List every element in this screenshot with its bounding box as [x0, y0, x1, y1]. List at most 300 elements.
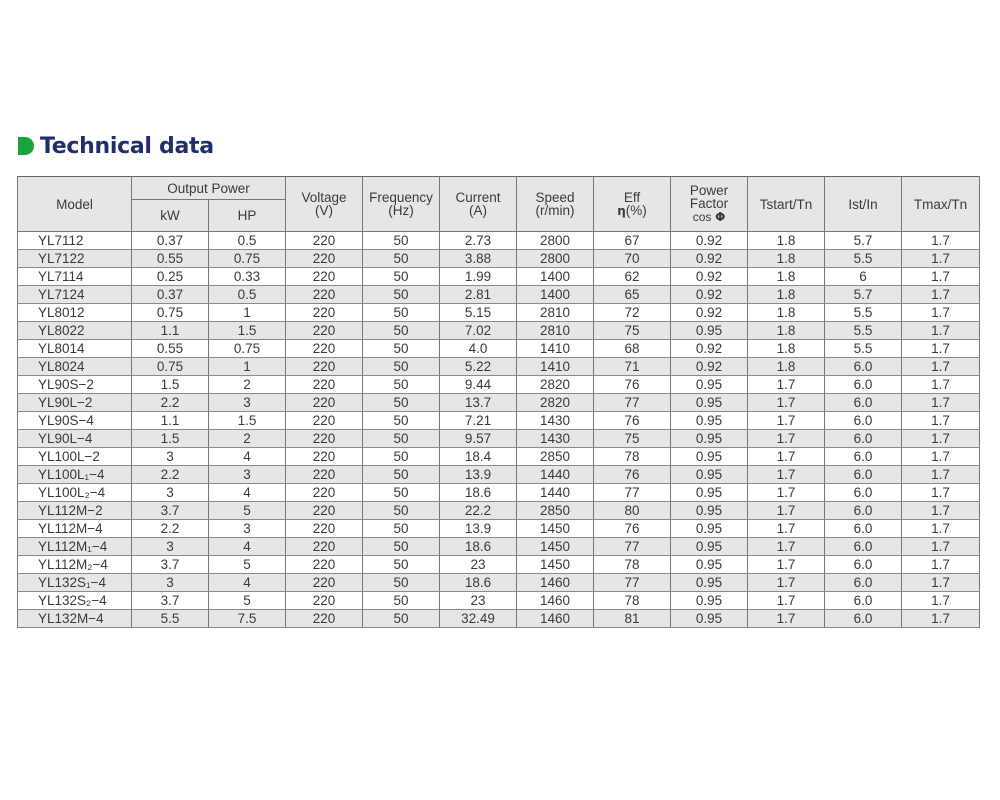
- header-voltage-unit: (V): [315, 203, 334, 218]
- cell-hp: 3: [209, 394, 286, 412]
- cell-ist: 6.0: [825, 574, 902, 592]
- header-eff-label: Eff: [623, 189, 641, 205]
- cell-speed: 1460: [517, 574, 594, 592]
- cell-tmax: 1.7: [902, 430, 980, 448]
- cell-frequency: 50: [363, 232, 440, 250]
- cell-efficiency: 76: [594, 376, 671, 394]
- cell-ist: 5.5: [825, 250, 902, 268]
- cell-model: YL112M₂−4: [18, 556, 132, 574]
- cell-model: YL112M−4: [18, 520, 132, 538]
- cell-power-factor: 0.95: [671, 322, 748, 340]
- cell-tmax: 1.7: [902, 538, 980, 556]
- table-row: [18, 376, 980, 394]
- cell-kw: 0.55: [132, 340, 209, 358]
- cell-model: YL8014: [18, 340, 132, 358]
- cell-tmax: 1.7: [902, 250, 980, 268]
- cell-current: 1.99: [440, 268, 517, 286]
- cell-current: 7.21: [440, 412, 517, 430]
- cell-tmax: 1.7: [902, 322, 980, 340]
- cell-tstart: 1.8: [748, 340, 825, 358]
- cell-hp: 5: [209, 592, 286, 610]
- cell-power-factor: 0.95: [671, 394, 748, 412]
- cell-model: YL100L−2: [18, 448, 132, 466]
- cell-ist: 6.0: [825, 502, 902, 520]
- section-heading: [18, 131, 214, 161]
- cell-kw: 0.75: [132, 358, 209, 376]
- cell-efficiency: 77: [594, 574, 671, 592]
- cell-current: 32.49: [440, 610, 517, 628]
- cell-current: 7.02: [440, 322, 517, 340]
- cell-speed: 1460: [517, 610, 594, 628]
- cell-tstart: 1.7: [748, 538, 825, 556]
- cell-efficiency: 72: [594, 304, 671, 322]
- cell-power-factor: 0.95: [671, 466, 748, 484]
- table-row: [18, 484, 980, 502]
- cell-kw: 1.5: [132, 376, 209, 394]
- table-row: [18, 574, 980, 592]
- cell-ist: 5.5: [825, 322, 902, 340]
- cell-current: 23: [440, 592, 517, 610]
- cell-current: 13.9: [440, 520, 517, 538]
- table-row: [18, 268, 980, 286]
- cell-tstart: 1.7: [748, 466, 825, 484]
- cell-efficiency: 75: [594, 322, 671, 340]
- cell-efficiency: 71: [594, 358, 671, 376]
- cell-frequency: 50: [363, 322, 440, 340]
- cell-model: YL7112: [18, 232, 132, 250]
- cell-hp: 1.5: [209, 412, 286, 430]
- cell-power-factor: 0.92: [671, 358, 748, 376]
- cell-kw: 3.7: [132, 592, 209, 610]
- cell-hp: 1: [209, 304, 286, 322]
- cell-tmax: 1.7: [902, 466, 980, 484]
- table-row: [18, 520, 980, 538]
- cell-hp: 4: [209, 448, 286, 466]
- cell-tstart: 1.7: [748, 376, 825, 394]
- cell-speed: 1450: [517, 556, 594, 574]
- cell-voltage: 220: [286, 592, 363, 610]
- cell-speed: 2850: [517, 448, 594, 466]
- cell-tstart: 1.8: [748, 358, 825, 376]
- cell-hp: 3: [209, 466, 286, 484]
- cell-voltage: 220: [286, 250, 363, 268]
- cell-voltage: 220: [286, 520, 363, 538]
- cell-speed: 1430: [517, 412, 594, 430]
- cell-model: YL8024: [18, 358, 132, 376]
- cell-current: 2.81: [440, 286, 517, 304]
- cell-kw: 1.1: [132, 322, 209, 340]
- cell-hp: 2: [209, 430, 286, 448]
- cell-hp: 4: [209, 484, 286, 502]
- cell-kw: 3: [132, 574, 209, 592]
- cell-speed: 1450: [517, 520, 594, 538]
- cell-model: YL7114: [18, 268, 132, 286]
- cell-kw: 2.2: [132, 466, 209, 484]
- cell-frequency: 50: [363, 340, 440, 358]
- cell-tstart: 1.7: [748, 448, 825, 466]
- cell-model: YL90L−4: [18, 430, 132, 448]
- cell-ist: 6.0: [825, 556, 902, 574]
- cell-ist: 6.0: [825, 412, 902, 430]
- cell-efficiency: 78: [594, 592, 671, 610]
- table-row: [18, 322, 980, 340]
- cell-efficiency: 67: [594, 232, 671, 250]
- cell-hp: 0.33: [209, 268, 286, 286]
- cell-voltage: 220: [286, 376, 363, 394]
- cell-tstart: 1.7: [748, 574, 825, 592]
- table-row: [18, 592, 980, 610]
- cell-power-factor: 0.95: [671, 592, 748, 610]
- cell-voltage: 220: [286, 412, 363, 430]
- cell-power-factor: 0.92: [671, 286, 748, 304]
- cell-model: YL7124: [18, 286, 132, 304]
- cell-voltage: 220: [286, 448, 363, 466]
- cell-power-factor: 0.95: [671, 484, 748, 502]
- cell-tstart: 1.8: [748, 268, 825, 286]
- cell-voltage: 220: [286, 304, 363, 322]
- cell-efficiency: 81: [594, 610, 671, 628]
- cell-hp: 7.5: [209, 610, 286, 628]
- cell-kw: 0.37: [132, 286, 209, 304]
- cell-ist: 6.0: [825, 592, 902, 610]
- cell-frequency: 50: [363, 556, 440, 574]
- cell-ist: 6: [825, 268, 902, 286]
- cell-power-factor: 0.95: [671, 556, 748, 574]
- cell-tmax: 1.7: [902, 304, 980, 322]
- cell-speed: 2810: [517, 304, 594, 322]
- header-kw: kW: [132, 200, 209, 232]
- cell-kw: 1.1: [132, 412, 209, 430]
- cell-current: 18.6: [440, 538, 517, 556]
- cell-model: YL132M−4: [18, 610, 132, 628]
- cell-power-factor: 0.95: [671, 520, 748, 538]
- cell-current: 2.73: [440, 232, 517, 250]
- cell-frequency: 50: [363, 502, 440, 520]
- cell-kw: 3: [132, 538, 209, 556]
- header-frequency-label: Frequency: [369, 190, 433, 205]
- cell-voltage: 220: [286, 268, 363, 286]
- cell-voltage: 220: [286, 466, 363, 484]
- cell-efficiency: 70: [594, 250, 671, 268]
- cell-frequency: 50: [363, 448, 440, 466]
- cell-power-factor: 0.95: [671, 448, 748, 466]
- cell-frequency: 50: [363, 412, 440, 430]
- cell-tmax: 1.7: [902, 592, 980, 610]
- cell-tstart: 1.7: [748, 592, 825, 610]
- header-pf-cos-line: [671, 210, 747, 224]
- cell-voltage: 220: [286, 574, 363, 592]
- cell-frequency: 50: [363, 358, 440, 376]
- header-model: Model: [18, 177, 132, 232]
- cell-current: 13.7: [440, 394, 517, 412]
- header-speed: [517, 177, 594, 232]
- cell-speed: 1410: [517, 340, 594, 358]
- cell-efficiency: 76: [594, 520, 671, 538]
- header-pf-line2: Factor: [689, 196, 729, 211]
- table-row: [18, 232, 980, 250]
- cell-voltage: 220: [286, 322, 363, 340]
- technical-data-table: [17, 176, 980, 628]
- cell-frequency: 50: [363, 286, 440, 304]
- cell-current: 13.9: [440, 466, 517, 484]
- cell-hp: 0.75: [209, 340, 286, 358]
- cell-speed: 1450: [517, 538, 594, 556]
- table-row: [18, 448, 980, 466]
- cell-voltage: 220: [286, 484, 363, 502]
- cell-tstart: 1.8: [748, 286, 825, 304]
- header-power-factor: [671, 177, 748, 232]
- cell-tmax: 1.7: [902, 520, 980, 538]
- cell-model: YL112M₁−4: [18, 538, 132, 556]
- cell-frequency: 50: [363, 520, 440, 538]
- cell-efficiency: 65: [594, 286, 671, 304]
- cell-tstart: 1.7: [748, 394, 825, 412]
- cell-frequency: 50: [363, 610, 440, 628]
- cell-frequency: 50: [363, 304, 440, 322]
- cell-tstart: 1.8: [748, 232, 825, 250]
- cell-efficiency: 76: [594, 466, 671, 484]
- cell-tmax: 1.7: [902, 268, 980, 286]
- cell-tstart: 1.7: [748, 484, 825, 502]
- cell-kw: 3.7: [132, 502, 209, 520]
- header-efficiency: [594, 177, 671, 232]
- cell-tmax: 1.7: [902, 358, 980, 376]
- cell-voltage: 220: [286, 394, 363, 412]
- cell-model: YL8012: [18, 304, 132, 322]
- cell-efficiency: 76: [594, 412, 671, 430]
- cell-hp: 5: [209, 556, 286, 574]
- header-voltage: [286, 177, 363, 232]
- cell-efficiency: 62: [594, 268, 671, 286]
- cell-voltage: 220: [286, 538, 363, 556]
- cell-voltage: 220: [286, 286, 363, 304]
- cell-efficiency: 77: [594, 484, 671, 502]
- cell-model: YL7122: [18, 250, 132, 268]
- cell-ist: 6.0: [825, 448, 902, 466]
- cell-model: YL90S−4: [18, 412, 132, 430]
- table-row: [18, 412, 980, 430]
- cell-ist: 5.5: [825, 340, 902, 358]
- header-frequency-unit: (Hz): [388, 203, 414, 218]
- cell-power-factor: 0.92: [671, 232, 748, 250]
- cell-speed: 1460: [517, 592, 594, 610]
- cell-tstart: 1.8: [748, 322, 825, 340]
- table-row: [18, 556, 980, 574]
- cell-tmax: 1.7: [902, 610, 980, 628]
- cell-power-factor: 0.95: [671, 412, 748, 430]
- table-row: [18, 304, 980, 322]
- cell-tmax: 1.7: [902, 286, 980, 304]
- header-output-power: Output Power: [132, 177, 286, 200]
- header-pf-cos: cos: [692, 210, 712, 224]
- cell-kw: 3: [132, 484, 209, 502]
- cell-frequency: 50: [363, 376, 440, 394]
- header-speed-label: Speed: [535, 190, 575, 205]
- cell-power-factor: 0.92: [671, 268, 748, 286]
- cell-kw: 5.5: [132, 610, 209, 628]
- cell-ist: 5.7: [825, 286, 902, 304]
- cell-efficiency: 77: [594, 538, 671, 556]
- cell-current: 5.22: [440, 358, 517, 376]
- cell-voltage: 220: [286, 232, 363, 250]
- cell-current: 3.88: [440, 250, 517, 268]
- cell-tmax: 1.7: [902, 412, 980, 430]
- cell-tstart: 1.7: [748, 520, 825, 538]
- cell-ist: 6.0: [825, 466, 902, 484]
- cell-efficiency: 68: [594, 340, 671, 358]
- cell-speed: 1400: [517, 286, 594, 304]
- cell-hp: 4: [209, 574, 286, 592]
- cell-tstart: 1.7: [748, 610, 825, 628]
- cell-current: 18.6: [440, 574, 517, 592]
- cell-model: YL100L₁−4: [18, 466, 132, 484]
- cell-frequency: 50: [363, 538, 440, 556]
- cell-voltage: 220: [286, 610, 363, 628]
- cell-speed: 2810: [517, 322, 594, 340]
- cell-power-factor: 0.95: [671, 610, 748, 628]
- cell-speed: 2820: [517, 376, 594, 394]
- header-current: [440, 177, 517, 232]
- cell-hp: 4: [209, 538, 286, 556]
- header-tstart: Tstart/Tn: [748, 177, 825, 232]
- cell-frequency: 50: [363, 394, 440, 412]
- cell-kw: 0.37: [132, 232, 209, 250]
- cell-model: YL112M−2: [18, 502, 132, 520]
- cell-tstart: 1.7: [748, 412, 825, 430]
- header-current-label: Current: [455, 190, 501, 205]
- cell-tstart: 1.8: [748, 250, 825, 268]
- cell-tmax: 1.7: [902, 394, 980, 412]
- table-row: [18, 394, 980, 412]
- table-row: [18, 538, 980, 556]
- cell-current: 4.0: [440, 340, 517, 358]
- cell-tmax: 1.7: [902, 556, 980, 574]
- cell-frequency: 50: [363, 574, 440, 592]
- cell-efficiency: 78: [594, 556, 671, 574]
- bullet-marker-icon: [18, 137, 34, 155]
- cell-kw: 1.5: [132, 430, 209, 448]
- cell-current: 23: [440, 556, 517, 574]
- cell-voltage: 220: [286, 556, 363, 574]
- cell-ist: 6.0: [825, 610, 902, 628]
- cell-efficiency: 78: [594, 448, 671, 466]
- cell-model: YL132S₂−4: [18, 592, 132, 610]
- cell-hp: 0.5: [209, 286, 286, 304]
- header-ist: Ist/In: [825, 177, 902, 232]
- cell-efficiency: 80: [594, 502, 671, 520]
- cell-hp: 1.5: [209, 322, 286, 340]
- cell-speed: 2850: [517, 502, 594, 520]
- cell-power-factor: 0.95: [671, 430, 748, 448]
- cell-frequency: 50: [363, 250, 440, 268]
- cell-voltage: 220: [286, 340, 363, 358]
- header-speed-unit: (r/min): [535, 203, 575, 218]
- cell-hp: 3: [209, 520, 286, 538]
- table-row: [18, 610, 980, 628]
- cell-model: YL100L₂−4: [18, 484, 132, 502]
- header-eff-unit: (%): [625, 202, 647, 218]
- cell-voltage: 220: [286, 358, 363, 376]
- cell-efficiency: 75: [594, 430, 671, 448]
- cell-ist: 6.0: [825, 376, 902, 394]
- cell-tmax: 1.7: [902, 574, 980, 592]
- cell-kw: 2.2: [132, 520, 209, 538]
- cell-speed: 1400: [517, 268, 594, 286]
- cell-ist: 6.0: [825, 484, 902, 502]
- cell-model: YL90L−2: [18, 394, 132, 412]
- cell-model: YL8022: [18, 322, 132, 340]
- cell-frequency: 50: [363, 484, 440, 502]
- cell-kw: 3.7: [132, 556, 209, 574]
- cell-speed: 1440: [517, 466, 594, 484]
- cell-kw: 0.55: [132, 250, 209, 268]
- cell-tmax: 1.7: [902, 484, 980, 502]
- cell-speed: 2800: [517, 250, 594, 268]
- cell-current: 18.4: [440, 448, 517, 466]
- header-voltage-label: Voltage: [301, 190, 347, 205]
- section-title: Technical data: [40, 133, 214, 159]
- cell-model: YL90S−2: [18, 376, 132, 394]
- cell-tstart: 1.7: [748, 502, 825, 520]
- cell-efficiency: 77: [594, 394, 671, 412]
- table-row: [18, 466, 980, 484]
- cell-power-factor: 0.92: [671, 250, 748, 268]
- eta-symbol: η: [617, 203, 626, 218]
- table-row: [18, 340, 980, 358]
- cell-speed: 2820: [517, 394, 594, 412]
- cell-speed: 1410: [517, 358, 594, 376]
- cell-current: 9.44: [440, 376, 517, 394]
- cell-tmax: 1.7: [902, 376, 980, 394]
- cell-current: 5.15: [440, 304, 517, 322]
- cell-power-factor: 0.92: [671, 340, 748, 358]
- cell-hp: 0.75: [209, 250, 286, 268]
- cell-power-factor: 0.95: [671, 376, 748, 394]
- cell-ist: 5.7: [825, 232, 902, 250]
- cell-tmax: 1.7: [902, 502, 980, 520]
- cell-frequency: 50: [363, 430, 440, 448]
- cell-voltage: 220: [286, 502, 363, 520]
- cell-speed: 1440: [517, 484, 594, 502]
- cell-current: 9.57: [440, 430, 517, 448]
- cell-model: YL132S₁−4: [18, 574, 132, 592]
- cell-hp: 1: [209, 358, 286, 376]
- cell-power-factor: 0.92: [671, 304, 748, 322]
- table-row: [18, 286, 980, 304]
- cell-tmax: 1.7: [902, 232, 980, 250]
- table-header: [18, 177, 980, 232]
- cell-tstart: 1.7: [748, 556, 825, 574]
- cell-ist: 6.0: [825, 520, 902, 538]
- cell-ist: 6.0: [825, 430, 902, 448]
- phi-symbol: Φ: [715, 210, 726, 224]
- cell-tmax: 1.7: [902, 340, 980, 358]
- cell-kw: 3: [132, 448, 209, 466]
- header-frequency: [363, 177, 440, 232]
- cell-tstart: 1.8: [748, 304, 825, 322]
- cell-tstart: 1.7: [748, 430, 825, 448]
- header-tmax: Tmax/Tn: [902, 177, 980, 232]
- header-pf-line1: Power: [689, 183, 729, 198]
- cell-current: 18.6: [440, 484, 517, 502]
- cell-hp: 2: [209, 376, 286, 394]
- cell-speed: 2800: [517, 232, 594, 250]
- cell-kw: 2.2: [132, 394, 209, 412]
- cell-hp: 0.5: [209, 232, 286, 250]
- cell-power-factor: 0.95: [671, 538, 748, 556]
- header-current-unit: (A): [469, 203, 488, 218]
- table-body: [18, 232, 980, 628]
